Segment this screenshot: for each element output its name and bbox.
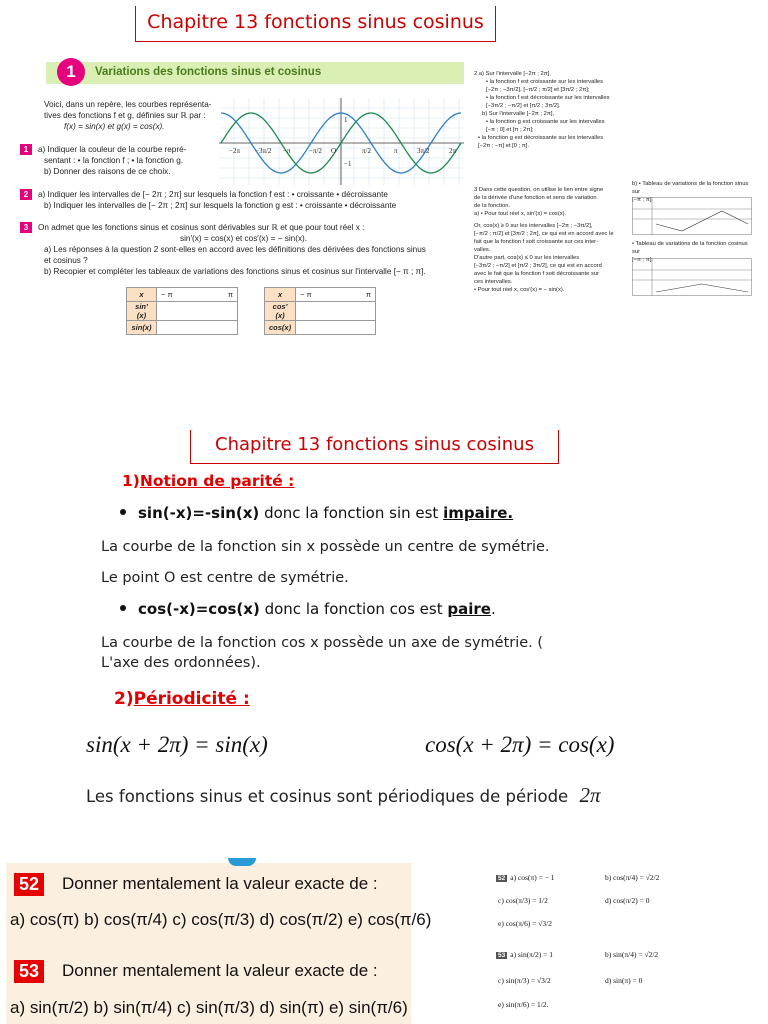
answer-52-d: d) cos(π/2) = 0 (605, 896, 650, 905)
sin-variation-table: x − π π sin′(x) sin(x) (126, 287, 238, 335)
tick-label: 2π (449, 147, 457, 155)
correction-2: 2 a) Sur l'intervalle [−2π ; 2π], • la fonction f est croissante sur les intervalles [−2π ; −3π/2], [−π/2 ; π/2] et [3π/2 ; 2π]; • la fonction f est décroissante sur les intervalles [−3π/2 ; −π/2] et [π/2 ; 3π/2]. b) Sur l'intervalle [−2π ; 2π], • la fonction g est croissante sur les intervalles [−π ; 0] et [π ; 2π]; • la fonction g est décroissante sur les intervalles [−2π ; −π] et [0 ; π]. (474, 71, 610, 149)
answer-53-b: b) sin(π/4) = √2/2 (605, 950, 659, 959)
answer-52-e: e) cos(π/6) = √3/2 (498, 919, 552, 928)
paragraph-sin-symmetry: La courbe de la fonction sin x possède un centre de symétrie. (101, 539, 550, 555)
bullet-cos-parity: cos(-x)=cos(x) donc la fonction cos est paire. (120, 600, 496, 618)
page-title-top: Chapitre 13 fonctions sinus cosinus (135, 6, 496, 42)
paragraph-origin: Le point O est centre de symétrie. (101, 570, 349, 586)
tick-label: −π/2 (309, 147, 322, 155)
tick-label: −1 (344, 160, 352, 168)
formula-sin-period: sin(x + 2π) = sin(x) (86, 732, 268, 757)
cos-variation-table: x − π π cos′(x) cos(x) (264, 287, 376, 335)
exercise-53-title: Donner mentalement la valeur exacte de : (62, 961, 378, 980)
exercise-52-badge: 52 (14, 873, 44, 896)
tick-label: 3π/2 (417, 147, 430, 155)
page-title-bottom: Chapitre 13 fonctions sinus cosinus (190, 430, 559, 464)
formula-cos-period: cos(x + 2π) = cos(x) (425, 732, 615, 757)
cos-variation-mini-table (632, 258, 752, 296)
tick-label: π/2 (362, 147, 371, 155)
question-3: 3 On admet que les fonctions sinus et cosinus sont dérivables sur ℝ et que pour tout réel x : sin′(x) = cos(x) et cos′(x) = − sin(x). a) Les réponses à la question 2 sont-elles en accord avec les définitions des dérivées des fonctions sinus et cosinus ? b) Recopier et compléter les tableaux de variations des fonctions sinus et cosinus sur l'intervalle [− π ; π]. (20, 222, 460, 277)
correction-3b: b) • Tableau de variations de la fonction sinus sur [−π ; π]. (632, 181, 749, 203)
answer-53-e: e) sin(π/6) = 1/2. (498, 1000, 549, 1009)
sin-cos-graph (219, 98, 464, 185)
answer-52-b: b) cos(π/4) = √2/2 (605, 873, 660, 882)
answer-53-d: d) sin(π) = 0 (605, 976, 643, 985)
correction-3: 3 Dans cette question, on utilise le lien entre signe de la dérivée d'une fonction et sens de variation de la fonction. a) • Pour tout réel x, sin′(x) = cos(x). Or, cos(x) ≥ 0 sur les intervalles [−2π ; −3π/2], [−π/2 ; π/2] et [3π/2 ; 2π], ce qui est en accord avec le fait que la fonction f soit croissante sur ces inter- valles. D'autre part, cos(x) ≤ 0 sur les intervalles [−3π/2 ; −π/2] et [π/2 ; 3π/2], ce qui est en accord avec le fait que la fonction f soit décroissante sur ces intervalles. • Pour tout réel x, cos′(x) = − sin(x). (474, 187, 614, 293)
answer-52-a: 52 a) cos(π) = − 1 (498, 873, 555, 882)
section-2-heading: 2)Périodicité : (114, 689, 250, 709)
tick-label: −π (283, 147, 291, 155)
sin-variation-mini-table (632, 197, 752, 235)
activity-intro: Voici, dans un repère, les courbes représenta- tives des fonctions f et g, définies sur ℝ par : f(x) = sin(x) et g(x) = cos(x). (44, 100, 212, 131)
decorative-tab (228, 858, 256, 866)
exercise-53-badge: 53 (14, 960, 44, 983)
activity-title: Variations des fonctions sinus et cosinus (95, 66, 322, 78)
tick-label: −3π/2 (255, 147, 272, 155)
exercise-52-items: a) cos(π) b) cos(π/4) c) cos(π/3) d) cos(π/2) e) cos(π/6) (10, 910, 432, 929)
bullet-sin-parity: sin(-x)=-sin(x) donc la fonction sin est impaire. (120, 504, 513, 522)
question-1: 1 a) Indiquer la couleur de la courbe repré- sentant : • la fonction f ; • la fonction g. b) Donner des raisons de ce choix. (20, 144, 220, 177)
tick-label: 1 (344, 116, 348, 124)
section-1-heading: 1)Notion de parité : (122, 472, 295, 490)
question-2: 2 a) Indiquer les intervalles de [− 2π ; 2π] sur lesquels la fonction f est : • croissante • décroissante b) Indiquer les intervalles de [− 2π ; 2π] sur lesquels la fonction g est : • croissante • décroissante (20, 189, 460, 211)
periodicity-conclusion: Les fonctions sinus et cosinus sont périodiques de période 2π (86, 783, 601, 807)
exercise-53-items: a) sin(π/2) b) sin(π/4) c) sin(π/3) d) sin(π) e) sin(π/6) (10, 998, 408, 1017)
answer-53-c: c) sin(π/3) = √3/2 (498, 976, 551, 985)
tick-label: O (331, 147, 337, 155)
tick-label: π (394, 147, 398, 155)
answer-53-a: 53 a) sin(π/2) = 1 (498, 950, 554, 959)
correction-3b-cos: • Tableau de variations de la fonction cosinus sur [−π ; π]. (632, 241, 748, 263)
activity-number: 1 (57, 58, 85, 86)
paragraph-cos-symmetry: La courbe de la fonction cos x possède un axe de symétrie. ( L'axe des ordonnées). (101, 635, 544, 671)
exercise-52-title: Donner mentalement la valeur exacte de : (62, 874, 378, 893)
tick-label: −2π (229, 147, 240, 155)
answer-52-c: c) cos(π/3) = 1/2 (498, 896, 548, 905)
